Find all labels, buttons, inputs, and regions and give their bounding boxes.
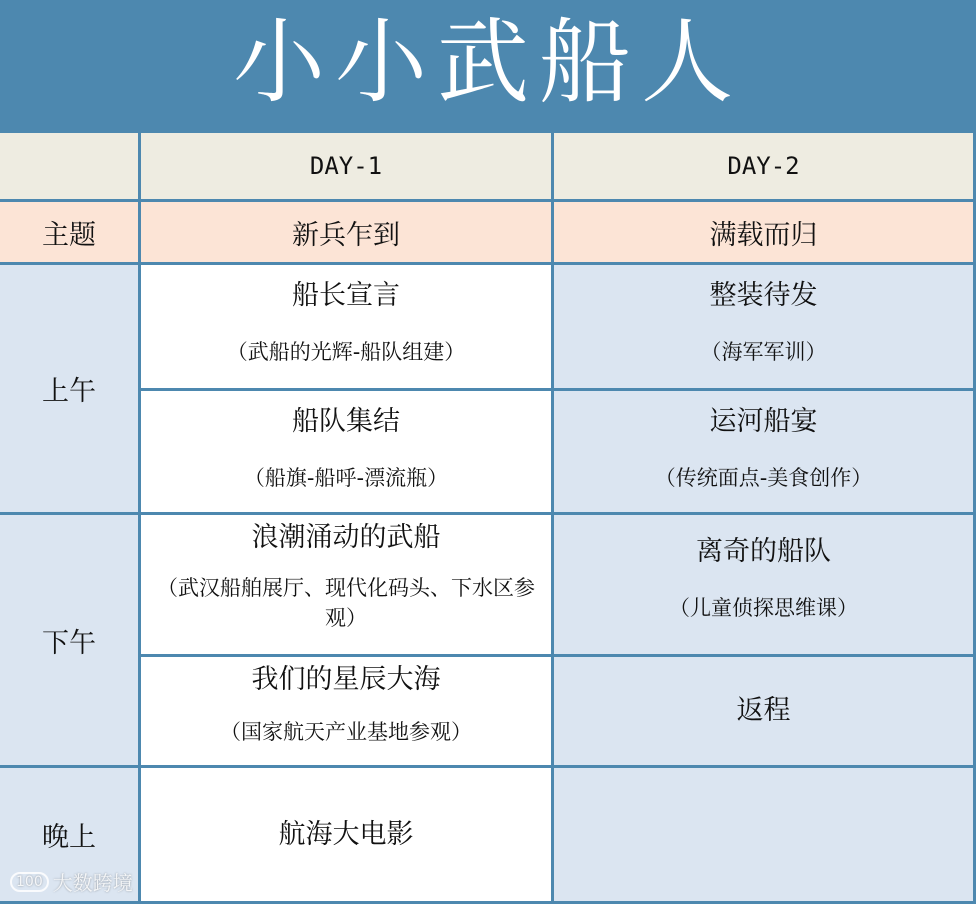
activity-cell [141,391,554,515]
activity-title: 运河船宴 [709,406,818,437]
activity-cell [141,657,554,768]
theme-day1: 新兵乍到 [141,202,554,265]
activity-cell [141,265,554,391]
row-label-theme: 主题 [0,202,141,265]
header-corner-cell [0,133,141,202]
watermark [10,867,133,896]
schedule-table [0,133,976,904]
activity-detail: （海军军训） [700,340,827,364]
activity-detail: （武船的光辉-船队组建） [226,340,466,364]
header-day1: DAY-1 [141,133,554,202]
activity-title: 整装待发 [709,280,818,311]
activity-detail: （传统面点-美食创作） [654,466,873,490]
activity-title: 浪潮涌动的武船 [251,522,441,553]
row-label-morning: 上午 [0,265,141,515]
activity-detail: （国家航天产业基地参观） [220,720,472,744]
activity-cell [554,391,976,515]
activity-cell-empty [554,768,976,904]
activity-title: 航海大电影 [278,818,414,850]
activity-detail: （船旗-船呼-漂流瓶） [243,466,449,490]
activity-detail: （儿童侦探思维课） [669,596,858,620]
header-day2: DAY-2 [554,133,976,202]
activity-title: 返程 [736,695,791,726]
activity-cell [554,515,976,657]
activity-title: 我们的星辰大海 [251,664,441,695]
activity-cell [554,657,976,768]
activity-cell [141,515,554,657]
activity-title: 船长宣言 [292,280,400,311]
row-label-evening: 晚上 [0,768,141,904]
activity-title: 船队集结 [292,406,400,437]
title-banner [0,0,976,133]
activity-title: 离奇的船队 [696,536,831,567]
activity-cell [554,265,976,391]
watermark-logo-icon: 100 [10,872,49,892]
page-title: 小小武船人 [232,8,743,116]
row-label-afternoon: 下午 [0,515,141,768]
theme-day2: 满载而归 [554,202,976,265]
activity-cell [141,768,554,904]
watermark-text: 大数跨境 [52,871,133,895]
activity-detail: （武汉船舶展厅、现代化码头、下水区参观） [157,576,535,630]
